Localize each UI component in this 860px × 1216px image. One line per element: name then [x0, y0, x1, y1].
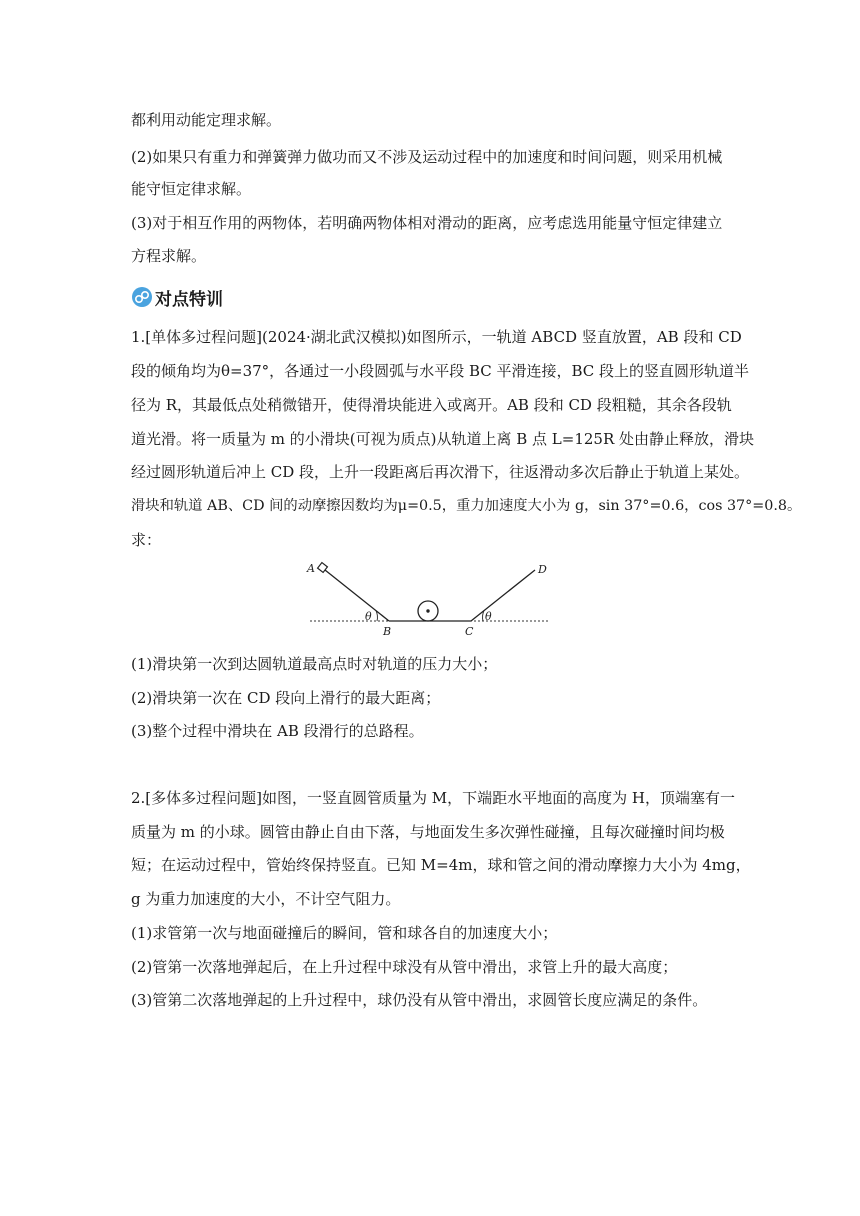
problem2-line: 短；在运动过程中，管始终保持竖直。已知 M=4m，球和管之间的滑动摩擦力大小为 4mg， — [131, 856, 751, 874]
practice-icon — [131, 286, 153, 308]
intro-line: 方程求解。 — [131, 247, 207, 265]
problem2-line: g 为重力加速度的大小，不计空气阻力。 — [131, 890, 401, 908]
problem1-line: 求： — [131, 531, 162, 549]
label-theta-c: θ — [485, 610, 492, 623]
track-ab — [325, 570, 389, 621]
section-title: 对点特训 — [155, 289, 223, 310]
label-d: D — [538, 563, 547, 576]
problem2-question: (2)管第一次落地弹起后，在上升过程中球没有从管中滑出，求管上升的最大高度； — [131, 958, 678, 976]
problem1-line: 段的倾角均为θ=37°，各通过一小段圆弧与水平段 BC 平滑连接，BC 段上的竖直圆形轨道半 — [131, 362, 750, 380]
intro-line: 都利用动能定理求解。 — [131, 111, 282, 129]
problem1-line: 经过圆形轨道后冲上 CD 段，上升一段距离后再次滑下，往返滑动多次后静止于轨道上某处。 — [131, 463, 750, 481]
label-theta-b: θ — [365, 610, 372, 623]
intro-line: (2)如果只有重力和弹簧弹力做功而又不涉及运动过程中的加速度和时间问题，则采用机械 — [131, 148, 723, 166]
track-diagram — [305, 556, 555, 640]
intro-line: 能守恒定律求解。 — [131, 180, 252, 198]
problem2-line: 质量为 m 的小球。圆管由静止自由下落，与地面发生多次弹性碰撞，且每次碰撞时间均极 — [131, 823, 725, 841]
label-a: A — [307, 562, 315, 575]
label-b: B — [383, 625, 392, 638]
problem1-question: (1)滑块第一次到达圆轨道最高点时对轨道的压力大小； — [131, 655, 498, 673]
intro-line: (3)对于相互作用的两物体，若明确两物体相对滑动的距离，应考虑选用能量守恒定律建立 — [131, 214, 723, 232]
problem1-line: 1.[单体多过程问题](2024·湖北武汉模拟)如图所示，一轨道 ABCD 竖直放置，AB 段和 CD — [131, 328, 742, 346]
problem1-question: (2)滑块第一次在 CD 段向上滑行的最大距离； — [131, 689, 441, 707]
problem1-line: 径为 R，其最低点处稍微错开，使得滑块能进入或离开。AB 段和 CD 段粗糙，其余各段轨 — [131, 396, 732, 414]
problem1-question: (3)整个过程中滑块在 AB 段滑行的总路程。 — [131, 722, 424, 740]
section-heading — [131, 283, 223, 311]
problem1-line: 道光滑。将一质量为 m 的小滑块(可视为质点)从轨道上离 B 点 L=125R 处由静止释放，滑块 — [131, 430, 755, 448]
circle-center — [426, 609, 429, 612]
track-cd — [471, 570, 535, 621]
problem1-line: 滑块和轨道 AB、CD 间的动摩擦因数均为μ=0.5，重力加速度大小为 g，sin 37°=0.6，cos 37°=0.8。 — [131, 498, 802, 514]
problem2-line: 2.[多体多过程问题]如图，一竖直圆管质量为 M，下端距水平地面的高度为 H，顶端塞有一 — [131, 789, 735, 807]
problem2-question: (1)求管第一次与地面碰撞后的瞬间，管和球各自的加速度大小； — [131, 924, 558, 942]
problem2-question: (3)管第二次落地弹起的上升过程中，球仍没有从管中滑出，求圆管长度应满足的条件。 — [131, 991, 708, 1009]
label-c: C — [465, 625, 474, 638]
